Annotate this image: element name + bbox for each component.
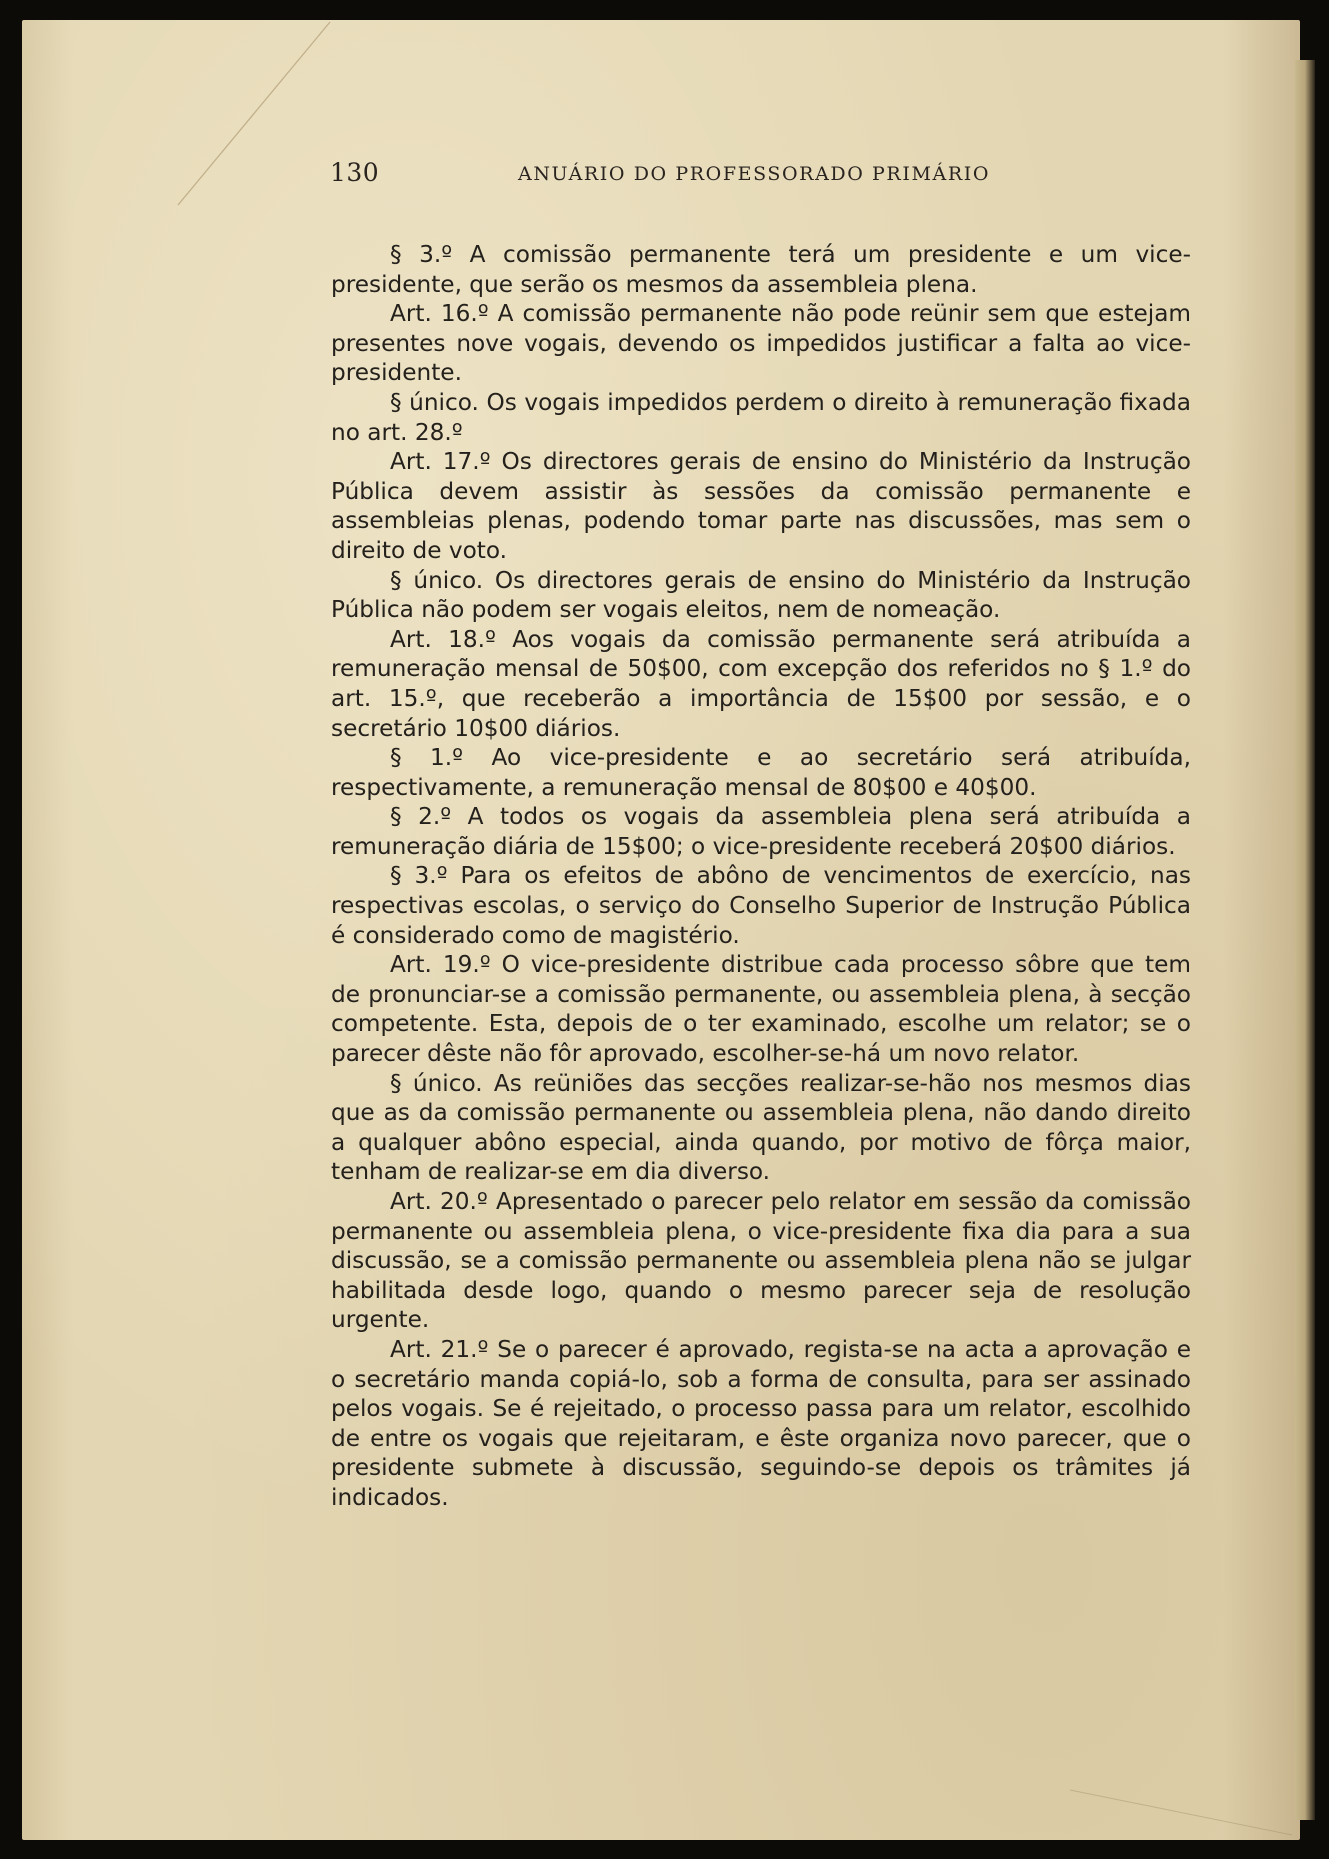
page-edge bbox=[1295, 60, 1315, 1820]
paragraph-art-18-s1: § 1.º Ao vice-presidente e ao secretário será atribuída, respectivamente, a remuneração mensal de 80$00 e 40$00. bbox=[331, 744, 1191, 801]
running-title: ANUÁRIO DO PROFESSORADO PRIMÁRIO bbox=[518, 163, 991, 185]
paragraph-art-17: Art. 17.º Os directores gerais de ensino do Ministério da Instrução Pública devem assistir às sessões da comissão permanente e assembleias plenas, podendo tomar parte nas discussões, mas sem o direito de voto. bbox=[331, 448, 1191, 564]
paragraph-art-18-s3: § 3.º Para os efeitos de abôno de vencimentos de exercício, nas respectivas escolas, o serviço do Conselho Superior de Instrução Pública é considerado como de magistério. bbox=[331, 862, 1191, 949]
page-number: 130 bbox=[330, 158, 380, 187]
paragraph-art-17-unico: § único. Os directores gerais de ensino do Ministério da Instrução Pública não podem ser vogais eleitos, nem de nomeação. bbox=[331, 566, 1191, 624]
paragraph-s3-comissao: § 3.º A comissão permanente terá um presidente e um vice-presidente, que serão os mesmos da assembleia plena. bbox=[331, 241, 1191, 298]
paragraph-art-19: Art. 19.º O vice-presidente distribue cada processo sôbre que tem de pronunciar-se a comissão permanente, ou assembleia plena, à secção competente. Esta, depois de o ter examinado, escolhe um relator; se o parecer dêste não fôr aprovado, escolher-se-há um novo relator. bbox=[331, 951, 1191, 1068]
paragraph-art-18: Art. 18.º Aos vogais da comissão permanente será atribuída a remuneração mensal de 50$00, com excepção dos referidos no § 1.º do art. 15.º, que receberão a importância de 15$00 por sessão, e o secretário 10$00 diários. bbox=[331, 625, 1191, 742]
body-text bbox=[331, 240, 1191, 1513]
paragraph-art-16-unico: § único. Os vogais impedidos perdem o direito à remuneração fixada no art. 28.º bbox=[331, 388, 1191, 446]
paragraph-art-19-unico: § único. As reüniões das secções realizar-se-hão nos mesmos dias que as da comissão permanente ou assembleia plena, não dando direito a qualquer abôno especial, ainda quando, por motivo de fôrça maior, tenham de realizar-se em dia diverso. bbox=[331, 1069, 1191, 1186]
running-header bbox=[0, 158, 1329, 192]
paragraph-art-21: Art. 21.º Se o parecer é aprovado, regista-se na acta a aprovação e o secretário manda copiá-lo, sob a forma de consulta, para ser assinado pelos vogais. Se é rejeitado, o processo passa para um relator, escolhido de entre os vogais que rejeitaram, e êste organiza novo parecer, que o presidente submete à discussão, seguindo-se depois os trâmites já indicados. bbox=[331, 1335, 1191, 1511]
paragraph-art-18-s2: § 2.º A todos os vogais da assembleia plena será atribuída a remuneração diária de 15$00; o vice-presidente receberá 20$00 diários. bbox=[331, 803, 1191, 860]
paragraph-art-20: Art. 20.º Apresentado o parecer pelo relator em sessão da comissão permanente ou assembleia plena, o vice-presidente fixa dia para a sua discussão, se a comissão permanente ou assembleia plena não se julgar habilitada desde logo, quando o mesmo parecer seja de resolução urgente. bbox=[331, 1188, 1191, 1334]
paragraph-art-16: Art. 16.º A comissão permanente não pode reünir sem que estejam presentes nove vogais, devendo os impedidos justificar a falta ao vice-presidente. bbox=[331, 300, 1191, 387]
